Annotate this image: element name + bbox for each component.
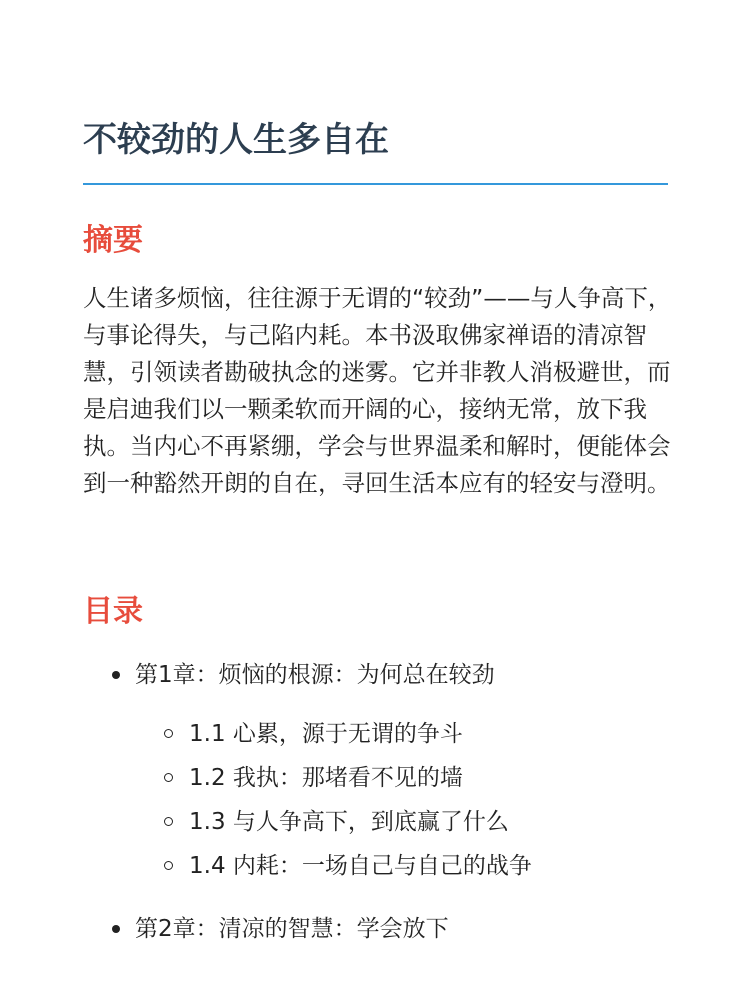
section-label: 1.2 我执：那堵看不见的墙 [189,765,463,791]
bullet-icon [112,925,120,933]
toc-section-1-2 [135,756,683,800]
circle-bullet-icon [164,729,173,738]
section-label: 1.4 内耗：一场自己与自己的战争 [189,853,532,879]
section-label: 1.1 心累，源于无谓的争斗 [189,721,463,747]
chapter-label: 第2章：清凉的智慧：学会放下 [135,916,449,942]
bullet-icon [112,671,120,679]
toc-section-1-4 [135,844,683,888]
circle-bullet-icon [164,773,173,782]
summary-paragraph: 人生诸多烦恼，往往源于无谓的“较劲”——与人争高下，与事论得失，与己陷内耗。本书汲取佛家禅语的清凉智慧，引领读者勘破执念的迷雾。它并非教人消极避世，而是启迪我们以一颗柔软而开阔的心，接纳无常，放下我执。当内心不再紧绷，学会与世界温柔和解时，便能体会到一种豁然开朗的自在，寻回生活本应有的轻安与澄明。 [83,284,672,497]
circle-bullet-icon [164,861,173,870]
title-divider [83,183,668,185]
chapter-label: 第1章：烦恼的根源：为何总在较劲 [135,662,495,688]
toc-section-1-1 [135,712,683,756]
toc-heading: 目录 [83,594,143,629]
book-title: 不较劲的人生多自在 [83,120,389,160]
section-label: 1.3 与人争高下，到底赢了什么 [189,809,509,835]
toc-chapter-2 [83,909,683,949]
chapter-1-sections [135,712,683,888]
summary-heading: 摘要 [83,223,143,258]
toc-section-1-3 [135,800,683,844]
toc-chapter-1 [83,655,683,888]
table-of-contents [83,655,683,949]
circle-bullet-icon [164,817,173,826]
